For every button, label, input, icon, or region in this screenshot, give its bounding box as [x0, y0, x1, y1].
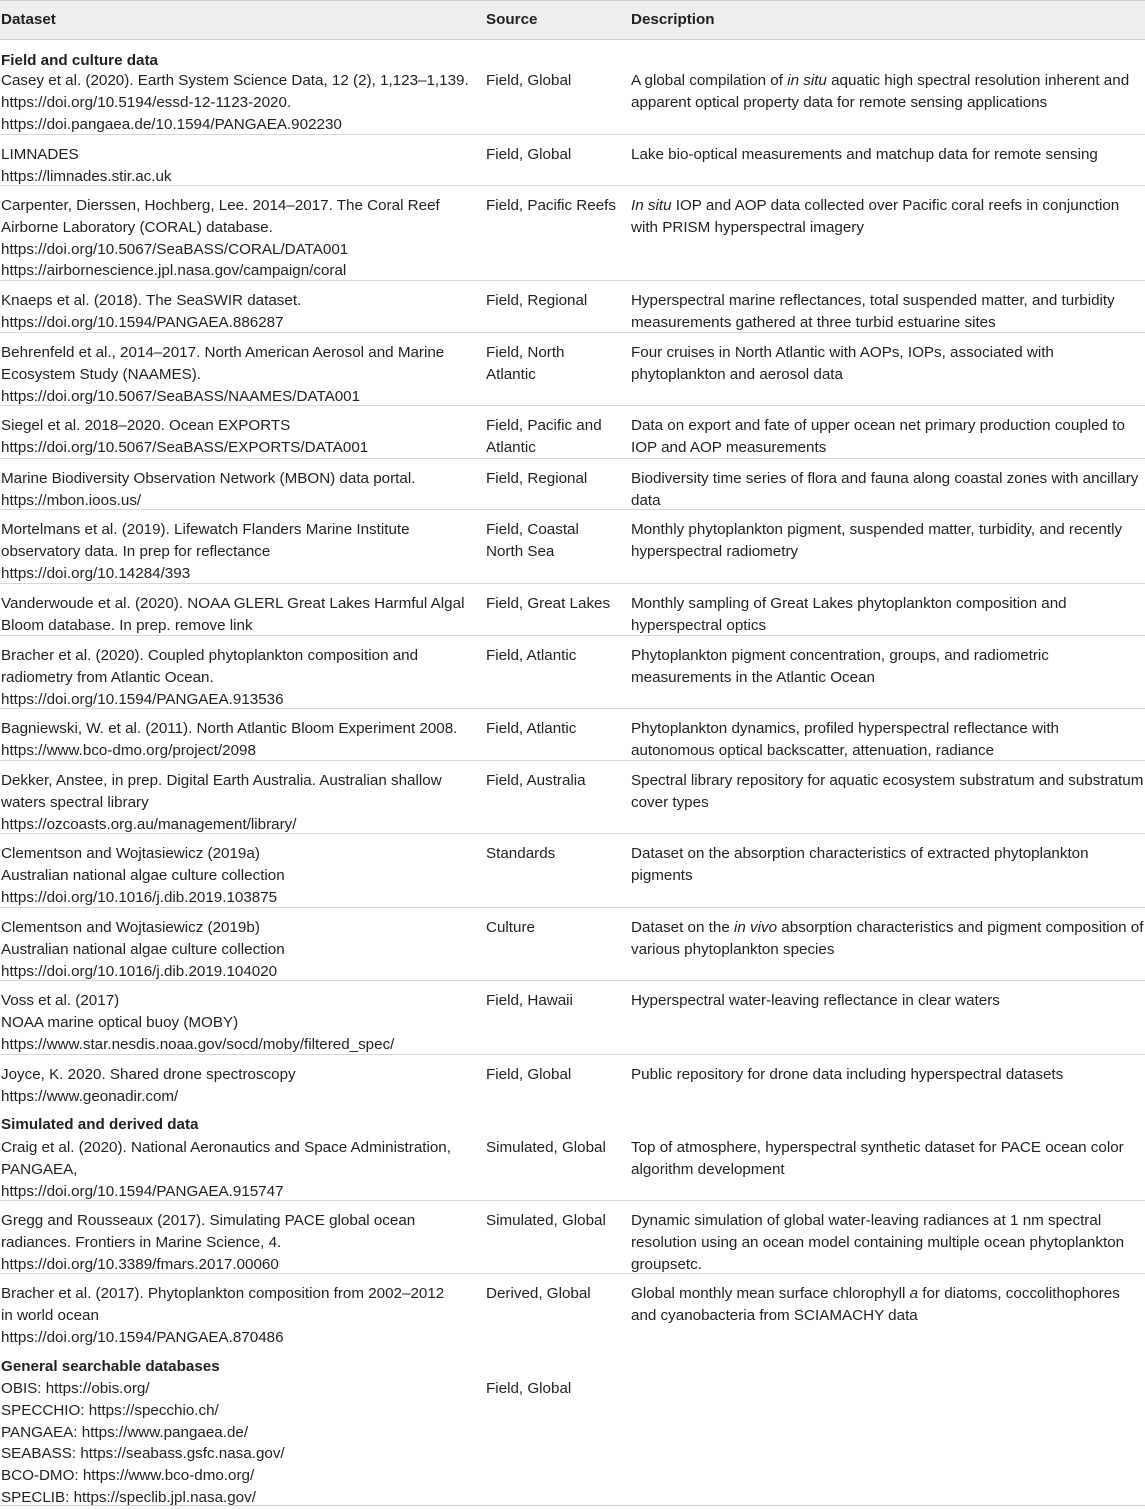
cell-dataset: Bracher et al. (2017). Phytoplankton composition from 2002–2012 in world ocean https://doi.org/10.1594/PANGAEA.870486 [1, 1285, 445, 1346]
cell-description: Dataset on the absorption characteristics of extracted phytoplankton pigments [631, 845, 1089, 884]
header-description: Description [631, 11, 715, 28]
cell-source: Field, Great Lakes [486, 595, 611, 612]
cell-source: Field, Global [486, 146, 572, 163]
table-row [0, 195, 1145, 281]
cell-source: Simulated, Global [486, 1212, 606, 1229]
cell-source: Field, Coastal North Sea [486, 521, 579, 560]
cell-source: Field, Australia [486, 772, 586, 789]
section-heading: General searchable databases [1, 1358, 220, 1375]
table-row [0, 1137, 1145, 1201]
cell-dataset: Carpenter, Dierssen, Hochberg, Lee. 2014–2017. The Coral Reef Airborne Laboratory (CORAL) database. https://doi.org/10.5067/SeaBASS/CORAL/DATA001 https://airbornescience.jpl.nasa.gov/campaign/coral [1, 197, 440, 280]
cell-dataset: Joyce, K. 2020. Shared drone spectroscopy https://www.geonadir.com/ [1, 1066, 296, 1105]
cell-description: Hyperspectral marine reflectances, total suspended matter, and turbidity measurements gathered at three turbid estuarine sites [631, 292, 1115, 331]
cell-dataset: Knaeps et al. (2018). The SeaSWIR dataset. https://doi.org/10.1594/PANGAEA.886287 [1, 292, 302, 331]
table-row [0, 290, 1145, 333]
table-row [0, 468, 1145, 510]
table-row [0, 843, 1145, 908]
cell-source: Derived, Global [486, 1285, 591, 1302]
cell-source: Field, Hawaii [486, 992, 573, 1009]
cell-dataset: Vanderwoude et al. (2020). NOAA GLERL Great Lakes Harmful Algal Bloom database. In prep. remove link [1, 595, 465, 634]
cell-dataset: Dekker, Anstee, in prep. Digital Earth Australia. Australian shallow waters spectral library https://ozcoasts.org.au/management/library/ [1, 772, 442, 833]
cell-description: Lake bio-optical measurements and matchup data for remote sensing [631, 146, 1098, 163]
cell-source: Field, North Atlantic [486, 344, 565, 383]
section-heading: Simulated and derived data [1, 1116, 199, 1133]
header-source: Source [486, 11, 538, 28]
table-row [0, 770, 1145, 834]
cell-description: Global monthly mean surface chlorophyll a for diatoms, coccolithophores and cyanobacteria from SCIAMACHY data [631, 1285, 1120, 1324]
cell-dataset: Clementson and Wojtasiewicz (2019a) Australian national algae culture collection https://doi.org/10.1016/j.dib.2019.103875 [1, 845, 285, 906]
table-row [0, 1064, 1145, 1106]
cell-source: Standards [486, 845, 556, 862]
cell-source: Field, Atlantic [486, 647, 577, 664]
cell-dataset: Craig et al. (2020). National Aeronautics and Space Administration, PANGAEA, https://doi.org/10.1594/PANGAEA.915747 [1, 1139, 451, 1200]
cell-description: In situ IOP and AOP data collected over Pacific coral reefs in conjunction with PRISM hyperspectral imagery [631, 197, 1120, 236]
cell-description: Dynamic simulation of global water-leaving radiances at 1 nm spectral resolution using an ocean model containing multiple ocean phytoplankton groupsetc. [631, 1212, 1125, 1273]
table-row [0, 718, 1145, 761]
cell-dataset: Bracher et al. (2020). Coupled phytoplankton composition and radiometry from Atlantic Ocean. https://doi.org/10.1594/PANGAEA.913536 [1, 647, 419, 708]
header-dataset: Dataset [1, 11, 56, 28]
cell-source: Field, Pacific and Atlantic [486, 417, 602, 456]
cell-source: Field, Pacific Reefs [486, 197, 616, 214]
cell-description: Spectral library repository for aquatic ecosystem substratum and substratum cover types [631, 772, 1144, 811]
cell-dataset: Voss et al. (2017) NOAA marine optical buoy (MOBY) https://www.star.nesdis.noaa.gov/socd/moby/filtered_spec/ [1, 992, 395, 1053]
cell-source: Field, Atlantic [486, 720, 577, 737]
cell-source: Field, Regional [486, 470, 588, 487]
cell-description: Public repository for drone data including hyperspectral datasets [631, 1066, 1064, 1083]
section-heading: Field and culture data [1, 52, 158, 69]
cell-dataset: Bagniewski, W. et al. (2011). North Atlantic Bloom Experiment 2008. https://www.bco-dmo.org/project/2098 [1, 720, 458, 759]
cell-description: Biodiversity time series of flora and fauna along coastal zones with ancillary data [631, 470, 1139, 509]
table-row [0, 917, 1145, 981]
cell-description: Hyperspectral water-leaving reflectance in clear waters [631, 992, 1000, 1009]
table-row [0, 1210, 1145, 1274]
cell-source: Field, Global [486, 72, 572, 89]
cell-dataset: OBIS: https://obis.org/ SPECCHIO: https://specchio.ch/ PANGAEA: https://www.pangaea.de/ SEABASS: https://seabass.gsfc.nasa.gov/ BCO-DMO: https://www.bco-dmo.org/ SPECLIB: https://speclib.jpl.nasa.gov/ [1, 1380, 285, 1506]
cell-dataset: Siegel et al. 2018–2020. Ocean EXPORTS https://doi.org/10.5067/SeaBASS/EXPORTS/DATA001 [1, 417, 369, 456]
table-row [0, 1283, 1145, 1345]
table-row [0, 144, 1145, 186]
table-row [0, 990, 1145, 1055]
cell-description: A global compilation of in situ aquatic high spectral resolution inherent and apparent optical property data for remote sensing applications [631, 72, 1130, 111]
cell-dataset: Gregg and Rousseaux (2017). Simulating PACE global ocean radiances. Frontiers in Marine Science, 4. https://doi.org/10.3389/fmars.2017.00060 [1, 1212, 416, 1273]
cell-description: Phytoplankton pigment concentration, groups, and radiometric measurements in the Atlantic Ocean [631, 647, 1049, 686]
cell-dataset: Clementson and Wojtasiewicz (2019b) Australian national algae culture collection https://doi.org/10.1016/j.dib.2019.104020 [1, 919, 285, 980]
cell-description: Phytoplankton dynamics, profiled hyperspectral reflectance with autonomous optical backscatter, attenuation, radiance [631, 720, 1060, 759]
cell-source: Field, Regional [486, 292, 588, 309]
table-row [0, 342, 1145, 406]
cell-description: Four cruises in North Atlantic with AOPs, IOPs, associated with phytoplankton and aerosol data [631, 344, 1054, 383]
table-row [0, 593, 1145, 636]
cell-dataset: Casey et al. (2020). Earth System Science Data, 12 (2), 1,123–1,139. https://doi.org/10.5194/essd-12-1123-2020. https://doi.pangaea.de/10.1594/PANGAEA.902230 [1, 72, 469, 133]
cell-description: Top of atmosphere, hyperspectral synthetic dataset for PACE ocean color algorithm development [631, 1139, 1124, 1178]
cell-dataset: Behrenfeld et al., 2014–2017. North American Aerosol and Marine Ecosystem Study (NAAMES). https://doi.org/10.5067/SeaBASS/NAAMES/DATA001 [1, 344, 445, 405]
cell-description: Monthly sampling of Great Lakes phytoplankton composition and hyperspectral optics [631, 595, 1067, 634]
table-row [0, 1378, 1145, 1506]
cell-source: Field, Global [486, 1066, 572, 1083]
table-row [0, 70, 1145, 135]
cell-description: Data on export and fate of upper ocean net primary production coupled to IOP and AOP measurements [631, 417, 1125, 456]
table-row [0, 415, 1145, 459]
cell-source: Culture [486, 919, 535, 936]
table-row [0, 645, 1145, 709]
table-header [0, 0, 1145, 40]
cell-dataset: Mortelmans et al. (2019). Lifewatch Flanders Marine Institute observatory data. In prep for reflectance https://doi.org/10.14284/393 [1, 521, 410, 582]
cell-source: Simulated, Global [486, 1139, 606, 1156]
cell-dataset: LIMNADES https://limnades.stir.ac.uk [1, 146, 172, 185]
cell-dataset: Marine Biodiversity Observation Network (MBON) data portal. https://mbon.ioos.us/ [1, 470, 416, 509]
cell-description: Dataset on the in vivo absorption characteristics and pigment composition of various phytoplankton species [631, 919, 1144, 958]
cell-description: Monthly phytoplankton pigment, suspended matter, turbidity, and recently hyperspectral radiometry [631, 521, 1123, 560]
table-row [0, 519, 1145, 584]
cell-source: Field, Global [486, 1380, 572, 1397]
